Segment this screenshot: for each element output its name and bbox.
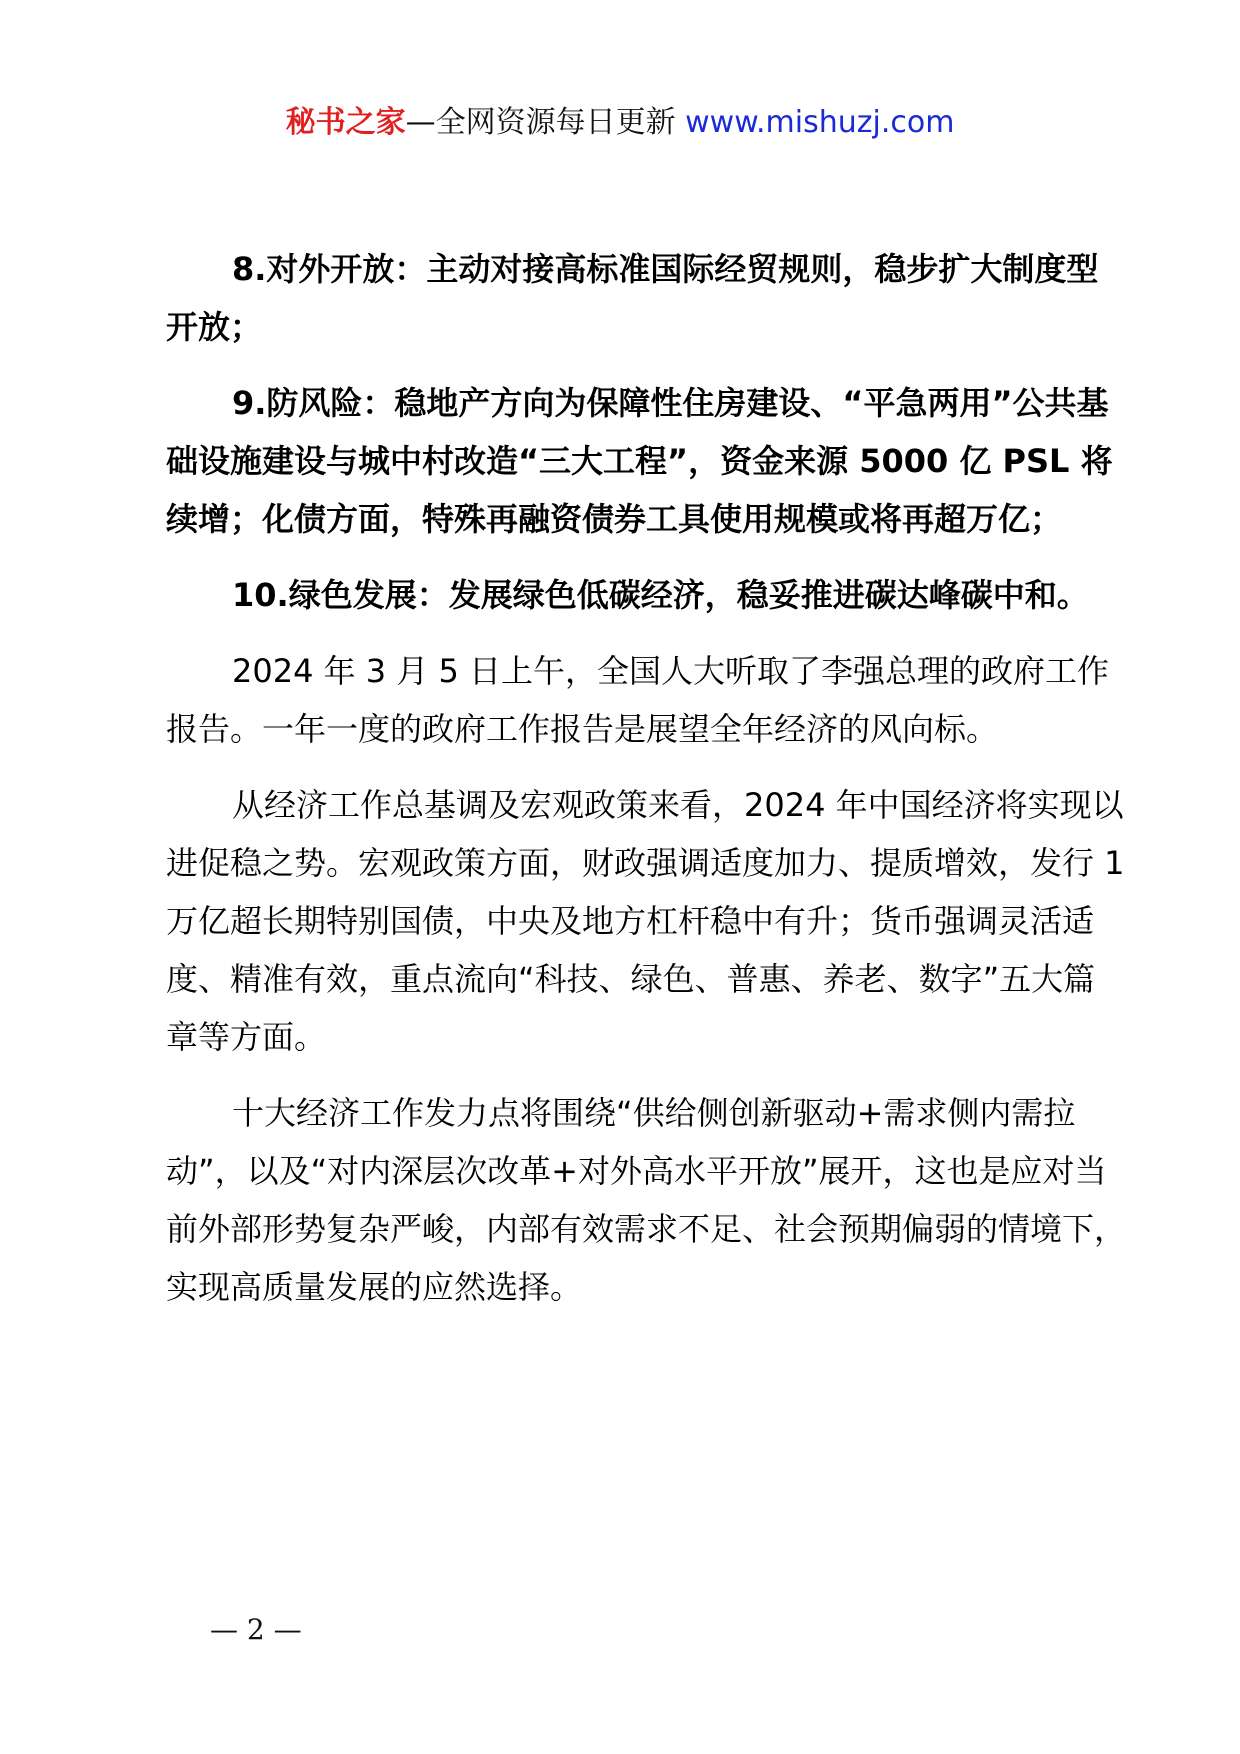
paragraph-green-development: 10.绿色发展：发展绿色低碳经济，稳妥推进碳达峰碳中和。	[232, 576, 1089, 614]
paragraph-government-report: 2024 年 3 月 5 日上午，全国人大听取了李强总理的政府工作报告。一年一度的政府工作报告是展望全年经济的风向标。	[166, 652, 1110, 748]
document-body	[166, 240, 1126, 1334]
paragraph-ten-focus-points: 十大经济工作发力点将围绕“供给侧创新驱动+需求侧内需拉动”，以及“对内深层次改革+对外高水平开放”展开，这也是应对当前外部形势复杂严峻，内部有效需求不足、社会预期偏弱的情境下，实现高质量发展的应然选择。	[166, 1094, 1127, 1306]
header-brand: 秘书之家	[285, 105, 406, 140]
paragraph-risk-prevention: 9.防风险：稳地产方向为保障性住房建设、“平急两用”公共基础设施建设与城中村改造“三大工程”，资金来源 5000 亿 PSL 将续增；化债方面，特殊再融资债券工具使用规模或将再超万亿；	[166, 384, 1113, 538]
page-number: — 2 —	[210, 1613, 302, 1646]
header-url-link[interactable]: www.mishuzj.com	[685, 105, 955, 140]
paragraph-opening-up: 8.对外开放：主动对接高标准国际经贸规则，稳步扩大制度型开放；	[166, 250, 1099, 346]
paragraph-macro-policy: 从经济工作总基调及宏观政策来看，2024 年中国经济将实现以进促稳之势。宏观政策方面，财政强调适度加力、提质增效，发行 1 万亿超长期特别国债，中央及地方杠杆稳中有升；货币强调灵活适度、精准有效，重点流向“科技、绿色、普惠、养老、数字”五大篇章等方面。	[166, 786, 1125, 1056]
header-tagline: —全网资源每日更新	[405, 105, 686, 140]
page-header	[0, 103, 1240, 143]
